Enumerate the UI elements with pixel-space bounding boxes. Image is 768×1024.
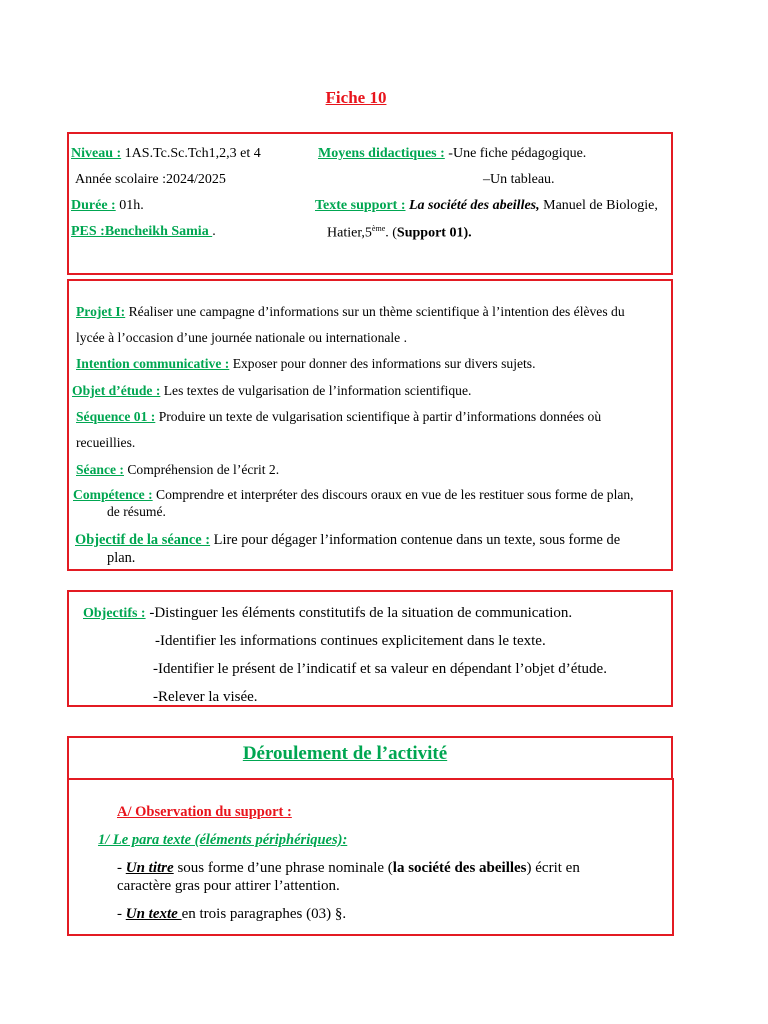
texte-line2-b: . ( (385, 225, 397, 241)
niveau-line (71, 146, 261, 162)
item-titre (117, 860, 580, 877)
seance-line (76, 462, 279, 478)
item-texte-dash: - (117, 906, 126, 922)
intention-line (76, 356, 535, 372)
pes-line (71, 224, 216, 240)
texte-label: Texte support : (315, 198, 406, 213)
item-titre-line2: caractère gras pour attirer l’attention. (117, 878, 340, 894)
texte-line2-sup: ème (371, 224, 386, 233)
objet-label: Objet d’étude : (72, 383, 161, 398)
duree-label: Durée : (71, 198, 116, 213)
texte-line (315, 198, 658, 214)
texte-line2-a: Hatier,5 (327, 225, 372, 241)
deroulement-heading-box (67, 736, 673, 780)
intention-label: Intention communicative : (76, 356, 230, 371)
objectif-item-3: -Identifier le présent de l’indicatif et sa valeur en dépendant l’objet d’étude. (153, 661, 607, 677)
projet-box (67, 279, 673, 571)
item-texte-term: Un texte (125, 906, 182, 922)
seance-text: Compréhension de l’écrit 2. (123, 462, 280, 477)
texte-title: La société des abeilles, (405, 198, 540, 213)
moyens-line (318, 146, 586, 162)
competence-line (73, 487, 634, 503)
item-texte-text: en trois paragraphes (03) §. (181, 906, 347, 922)
item-titre-dash: - (117, 860, 126, 876)
page-title: Fiche 10 (325, 88, 387, 107)
item-titre-text-a: sous forme d’une phrase nominale ( (173, 860, 393, 876)
duree-value: 01h. (115, 198, 144, 213)
intention-text: Exposer pour donner des informations sur divers sujets. (229, 356, 536, 371)
sequence-text2: recueillies. (76, 435, 136, 450)
objectif-item-2: -Identifier les informations continues explicitement dans le texte. (155, 633, 546, 649)
objectif-text2: plan. (107, 550, 136, 566)
texte-line2 (327, 224, 472, 242)
texte-rest: Manuel de Biologie, (539, 198, 658, 213)
seance-label: Séance : (76, 462, 124, 477)
objectif-item-1-text: -Distinguer les éléments constitutifs de la situation de communication. (145, 605, 573, 621)
moyens-label: Moyens didactiques : (318, 146, 445, 161)
competence-text2: de résumé. (107, 504, 166, 519)
objectif-label: Objectif de la séance : (75, 532, 211, 548)
pes-value: . (212, 224, 216, 239)
objet-text: Les textes de vulgarisation de l’information scientifique. (160, 383, 472, 398)
objectif-item-4: -Relever la visée. (153, 689, 258, 705)
info-box (67, 132, 673, 275)
objet-line (72, 383, 471, 399)
pes-label: PES :Bencheikh Samia (71, 224, 213, 239)
sequence-label: Séquence 01 : (76, 409, 156, 424)
projet-line (76, 304, 625, 320)
duree-line (71, 198, 144, 214)
objectifs-box (67, 590, 673, 707)
objectif-text: Lire pour dégager l’information contenue dans un texte, sous forme de (210, 532, 621, 548)
niveau-label: Niveau : (71, 146, 122, 161)
item-titre-term: Un titre (125, 860, 174, 876)
competence-label: Compétence : (73, 487, 153, 502)
section-a-title: A/ Observation du support : (117, 804, 292, 820)
moyens-value2: –Un tableau. (483, 172, 555, 187)
annee-line: Année scolaire :2024/2025 (75, 172, 226, 187)
texte-support: Support 01). (396, 225, 472, 241)
competence-text: Comprendre et interpréter des discours oraux en vue de les restituer sous forme de plan, (152, 487, 634, 502)
projet-label: Projet I: (76, 304, 126, 319)
niveau-value: 1AS.Tc.Sc.Tch1,2,3 et 4 (121, 146, 261, 161)
sequence-line (76, 409, 601, 425)
moyens-value: -Une fiche pédagogique. (444, 146, 587, 161)
deroulement-content-box (67, 778, 674, 936)
sequence-text: Produire un texte de vulgarisation scientifique à partir d’informations données où (155, 409, 602, 424)
item-titre-bold: la société des abeilles (392, 860, 527, 876)
projet-text2: lycée à l’occasion d’une journée nationale ou internationale . (76, 330, 408, 345)
item-titre-text-b: ) écrit en (526, 860, 580, 876)
objectif-item-1 (83, 605, 572, 622)
objectifs-label: Objectifs : (83, 606, 146, 621)
subsection-1-title: 1/ Le para texte (éléments périphériques): (98, 832, 348, 848)
item-texte (117, 906, 346, 923)
projet-text: Réaliser une campagne d’informations sur un thème scientifique à l’intention des élèves du (125, 304, 625, 319)
deroulement-heading: Déroulement de l’activité (242, 743, 448, 764)
objectif-line (75, 532, 620, 549)
